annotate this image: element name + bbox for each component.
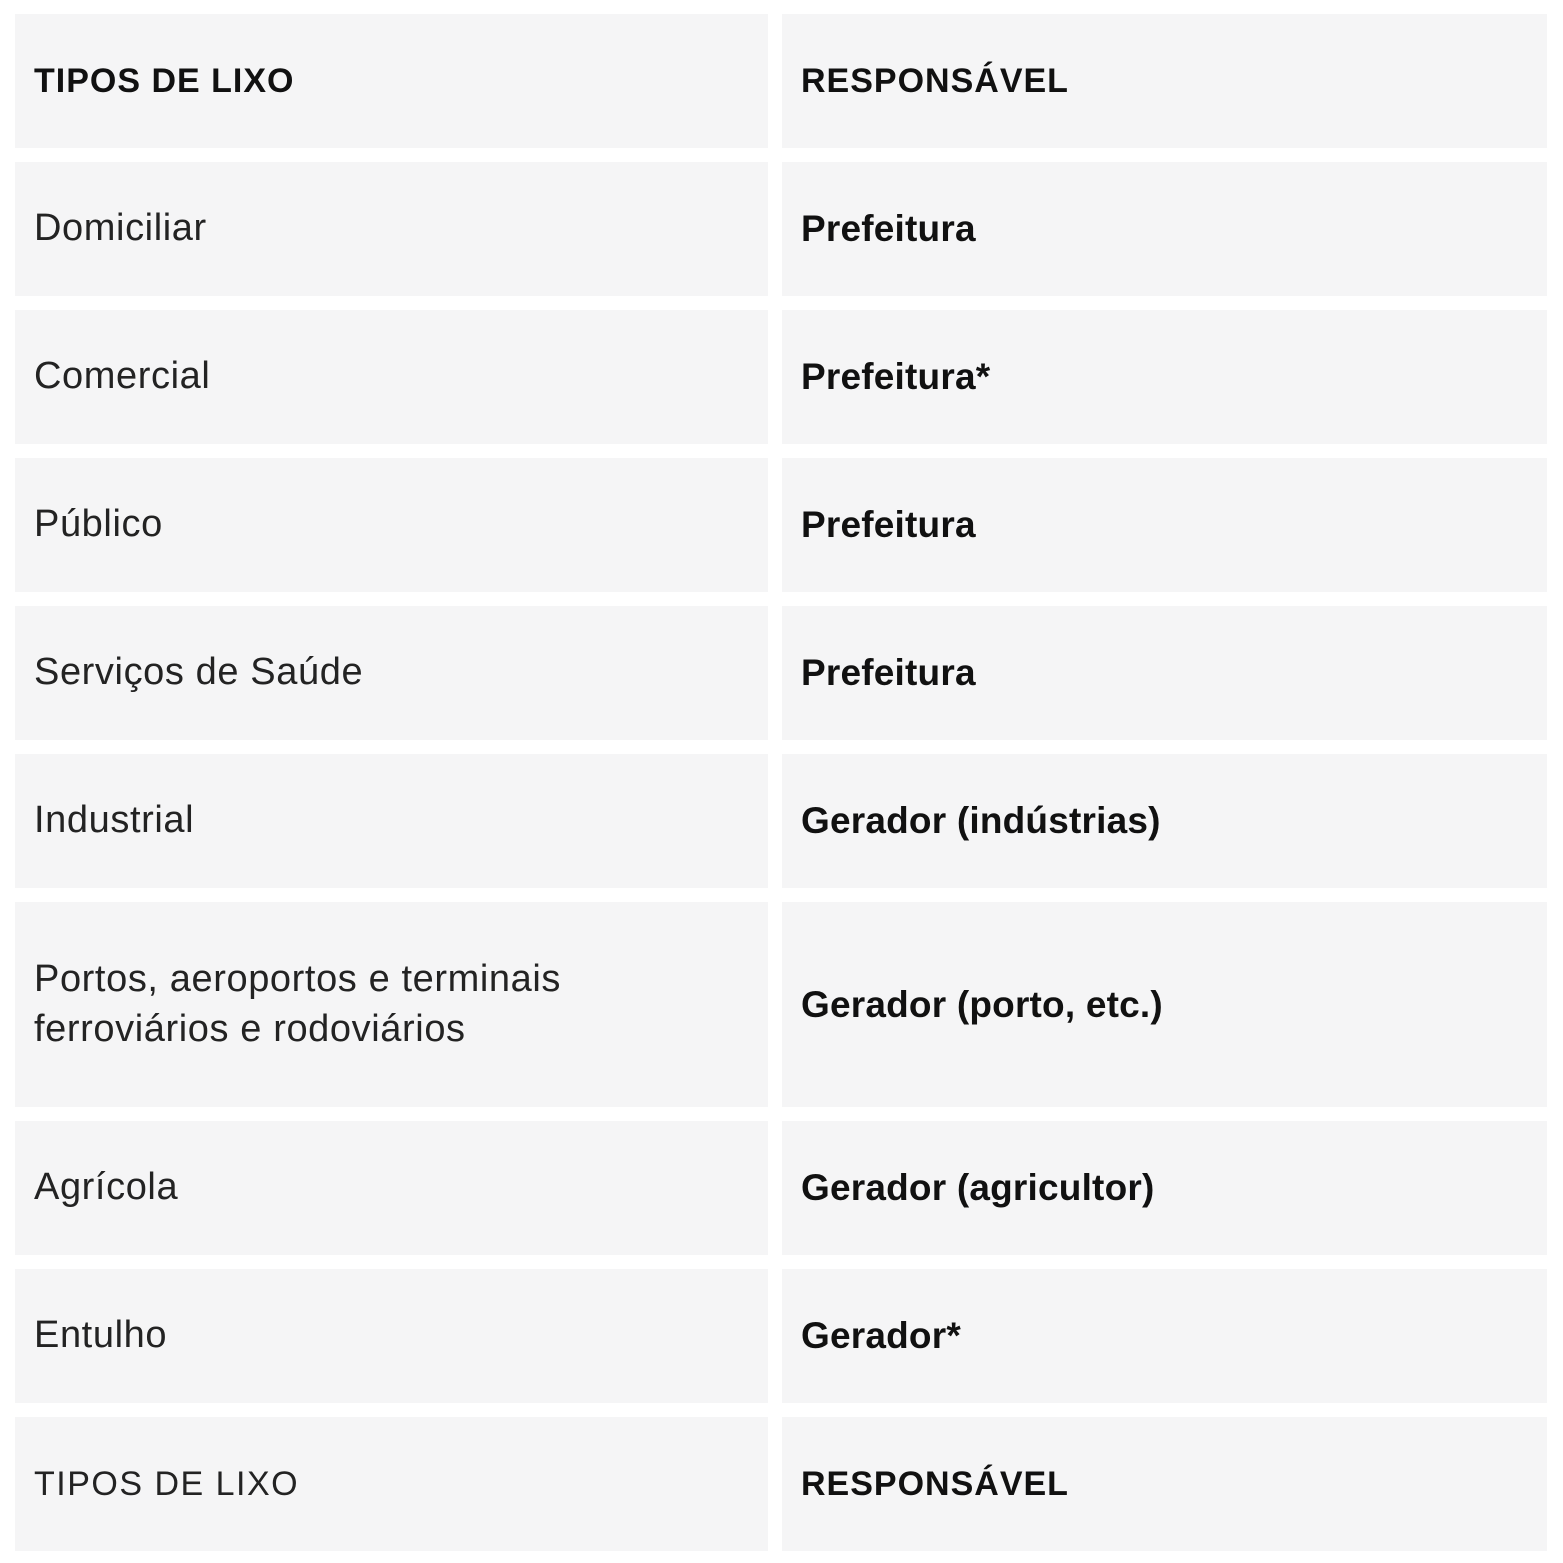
cell-responsavel-publico: Prefeitura bbox=[782, 458, 1547, 592]
cell-responsavel-portos-aeroportos: Gerador (porto, etc.) bbox=[782, 902, 1547, 1107]
cell-tipo-agricola: Agrícola bbox=[15, 1121, 768, 1255]
cell-tipo-servicos-de-saude: Serviços de Saúde bbox=[15, 606, 768, 740]
header-cell-responsavel: RESPONSÁVEL bbox=[782, 14, 1547, 148]
cell-tipo-entulho: Entulho bbox=[15, 1269, 768, 1403]
cell-tipo-comercial: Comercial bbox=[15, 310, 768, 444]
footer-cell-responsavel: RESPONSÁVEL bbox=[782, 1417, 1547, 1551]
cell-responsavel-entulho: Gerador* bbox=[782, 1269, 1547, 1403]
header-cell-tipos-de-lixo: TIPOS DE LIXO bbox=[15, 14, 768, 148]
cell-responsavel-agricola: Gerador (agricultor) bbox=[782, 1121, 1547, 1255]
cell-responsavel-industrial: Gerador (indústrias) bbox=[782, 754, 1547, 888]
cell-responsavel-servicos-de-saude: Prefeitura bbox=[782, 606, 1547, 740]
cell-tipo-domiciliar: Domiciliar bbox=[15, 162, 768, 296]
cell-tipo-industrial: Industrial bbox=[15, 754, 768, 888]
cell-responsavel-domiciliar: Prefeitura bbox=[782, 162, 1547, 296]
footer-cell-tipos-de-lixo: TIPOS DE LIXO bbox=[15, 1417, 768, 1551]
cell-tipo-publico: Público bbox=[15, 458, 768, 592]
cell-responsavel-comercial: Prefeitura* bbox=[782, 310, 1547, 444]
cell-tipo-portos-aeroportos: Portos, aeroportos e terminais ferroviários e rodoviários bbox=[15, 902, 768, 1107]
